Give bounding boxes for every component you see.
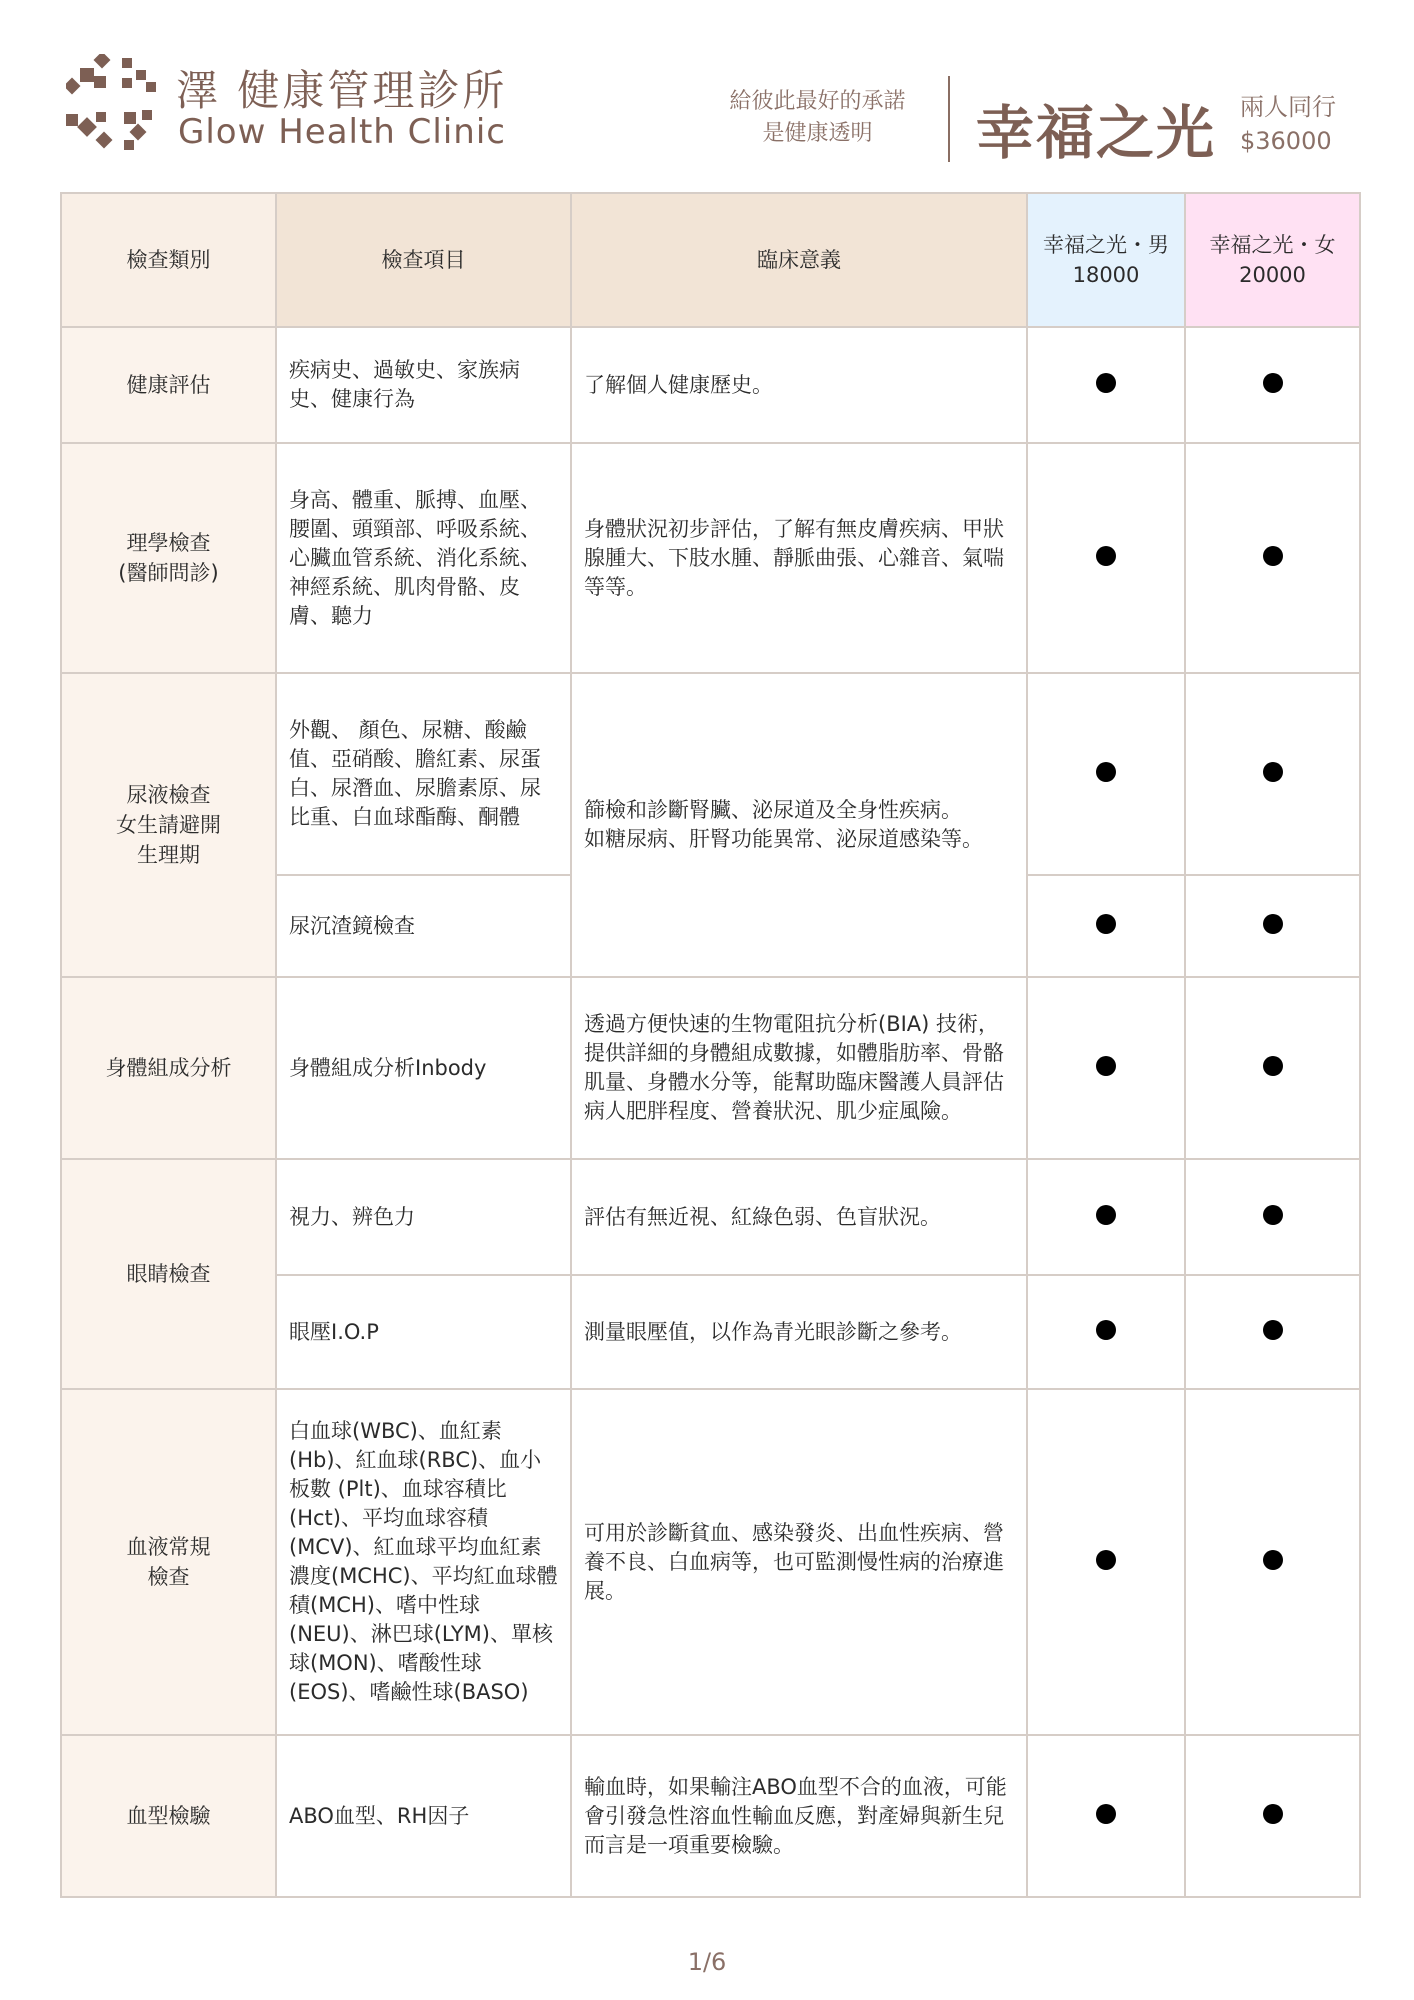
male-included-cell [1027,673,1185,875]
category-cell: 健康評估 [61,327,276,443]
category-cell: 眼睛檢查 [61,1159,276,1389]
male-included-cell [1027,1275,1185,1389]
plan-summary [1240,90,1336,158]
male-plan-name: 幸福之光・男 [1043,233,1169,257]
header-meaning: 臨床意義 [571,193,1027,327]
included-dot-icon [1263,373,1283,393]
included-dot-icon [1263,762,1283,782]
item-cell: 眼壓I.O.P [276,1275,571,1389]
header-male-plan [1027,193,1185,327]
category-line: 血液常規 [126,1535,211,1559]
included-dot-icon [1096,546,1116,566]
meaning-cell: 身體狀況初步評估，了解有無皮膚疾病、甲狀腺腫大、下肢水腫、靜脈曲張、心雜音、氣喘等等。 [571,443,1027,673]
male-included-cell [1027,977,1185,1159]
header-divider [948,76,950,162]
female-plan-price: 20000 [1239,263,1306,287]
meaning-cell: 輸血時，如果輸注ABO血型不合的血液，可能會引發急性溶血性輸血反應，對產婦與新生兒而言是一項重要檢驗。 [571,1735,1027,1897]
slogan [700,86,935,150]
meaning-cell: 評估有無近視、紅綠色弱、色盲狀況。 [571,1159,1027,1275]
item-cell: 身高、體重、脈搏、血壓、腰圍、頭頸部、呼吸系統、心臟血管系統、消化系統、神經系統、肌肉骨骼、皮膚、聽力 [276,443,571,673]
category-line: (醫師問診) [118,561,219,585]
female-included-cell [1185,875,1360,977]
item-cell: ABO血型、RH因子 [276,1735,571,1897]
item-cell: 視力、辨色力 [276,1159,571,1275]
plan-title: 幸福之光 [976,99,1217,167]
clinic-logo-icon [66,54,162,154]
slogan-line-2: 是健康透明 [762,121,873,146]
male-included-cell [1027,1389,1185,1735]
included-dot-icon [1096,1804,1116,1824]
male-included-cell [1027,875,1185,977]
brand-name-english: Glow Health Clinic [178,112,506,152]
category-cell: 身體組成分析 [61,977,276,1159]
category-cell [61,673,276,977]
item-cell: 身體組成分析Inbody [276,977,571,1159]
category-cell [61,1389,276,1735]
item-cell: 尿沉渣鏡檢查 [276,875,571,977]
page-number: 1/6 [687,1948,727,1976]
plan-group: 兩人同行 [1240,93,1336,121]
plan-price: $36000 [1240,127,1332,155]
meaning-cell: 透過方便快速的生物電阻抗分析(BIA) 技術，提供詳細的身體組成數據，如體脂肪率、骨骼肌量、身體水分等，能幫助臨床醫護人員評估病人肥胖程度、營養狀況、肌少症風險。 [571,977,1027,1159]
included-dot-icon [1263,1205,1283,1225]
included-dot-icon [1263,1320,1283,1340]
male-included-cell [1027,443,1185,673]
table-row [61,1159,1360,1275]
table-row [61,443,1360,673]
meaning-line: 篩檢和診斷腎臟、泌尿道及全身性疾病。 [584,798,962,822]
included-dot-icon [1263,546,1283,566]
table-row [61,1735,1360,1897]
included-dot-icon [1096,914,1116,934]
included-dot-icon [1263,914,1283,934]
category-line: 女生請避開 [116,813,221,837]
meaning-cell: 測量眼壓值，以作為青光眼診斷之參考。 [571,1275,1027,1389]
item-cell: 白血球(WBC)、血紅素(Hb)、紅血球(RBC)、血小板數 (Plt)、血球容積比(Hct)、平均血球容積(MCV)、紅血球平均血紅素濃度(MCHC)、平均紅血球體積(MCH)、嗜中性球(NEU)、淋巴球(LYM)、單核球(MON)、嗜酸性球(EOS)、嗜鹼性球(BASO) [276,1389,571,1735]
table-row [61,673,1360,875]
included-dot-icon [1096,1320,1116,1340]
male-included-cell [1027,327,1185,443]
meaning-line: 如糖尿病、肝腎功能異常、泌尿道感染等。 [584,827,983,851]
female-plan-name: 幸福之光・女 [1209,233,1336,257]
header-category: 檢查類別 [61,193,276,327]
female-included-cell [1185,1389,1360,1735]
category-line: 檢查 [147,1565,190,1589]
table-row [61,327,1360,443]
table-row [61,977,1360,1159]
included-dot-icon [1096,1205,1116,1225]
male-plan-price: 18000 [1072,263,1140,287]
category-line: 生理期 [137,843,200,867]
female-included-cell [1185,1159,1360,1275]
meaning-cell [571,673,1027,977]
page-header [0,0,1414,185]
included-dot-icon [1096,762,1116,782]
meaning-cell: 可用於診斷貧血、感染發炎、出血性疾病、營養不良、白血病等，也可監測慢性病的治療進展。 [571,1389,1027,1735]
slogan-line-1: 給彼此最好的承諾 [729,89,906,114]
table-header-row [61,193,1360,327]
item-cell: 外觀、 顏色、尿糖、酸鹼值、亞硝酸、膽紅素、尿蛋白、尿潛血、尿膽素原、尿比重、白血球酯酶、酮體 [276,673,571,875]
brand-name-chinese: 澤 健康管理診所 [176,66,508,115]
female-included-cell [1185,977,1360,1159]
female-included-cell [1185,673,1360,875]
included-dot-icon [1096,373,1116,393]
female-included-cell [1185,443,1360,673]
item-cell: 疾病史、過敏史、家族病史、健康行為 [276,327,571,443]
header-item: 檢查項目 [276,193,571,327]
included-dot-icon [1263,1056,1283,1076]
male-included-cell [1027,1735,1185,1897]
category-cell: 血型檢驗 [61,1735,276,1897]
meaning-cell: 了解個人健康歷史。 [571,327,1027,443]
included-dot-icon [1263,1550,1283,1570]
included-dot-icon [1263,1804,1283,1824]
header-female-plan [1185,193,1360,327]
exam-items-table [60,192,1361,1898]
included-dot-icon [1096,1056,1116,1076]
category-cell [61,443,276,673]
table-row [61,1389,1360,1735]
category-line: 尿液檢查 [126,783,211,807]
female-included-cell [1185,327,1360,443]
category-line: 理學檢查 [126,531,211,555]
male-included-cell [1027,1159,1185,1275]
female-included-cell [1185,1275,1360,1389]
female-included-cell [1185,1735,1360,1897]
included-dot-icon [1096,1550,1116,1570]
